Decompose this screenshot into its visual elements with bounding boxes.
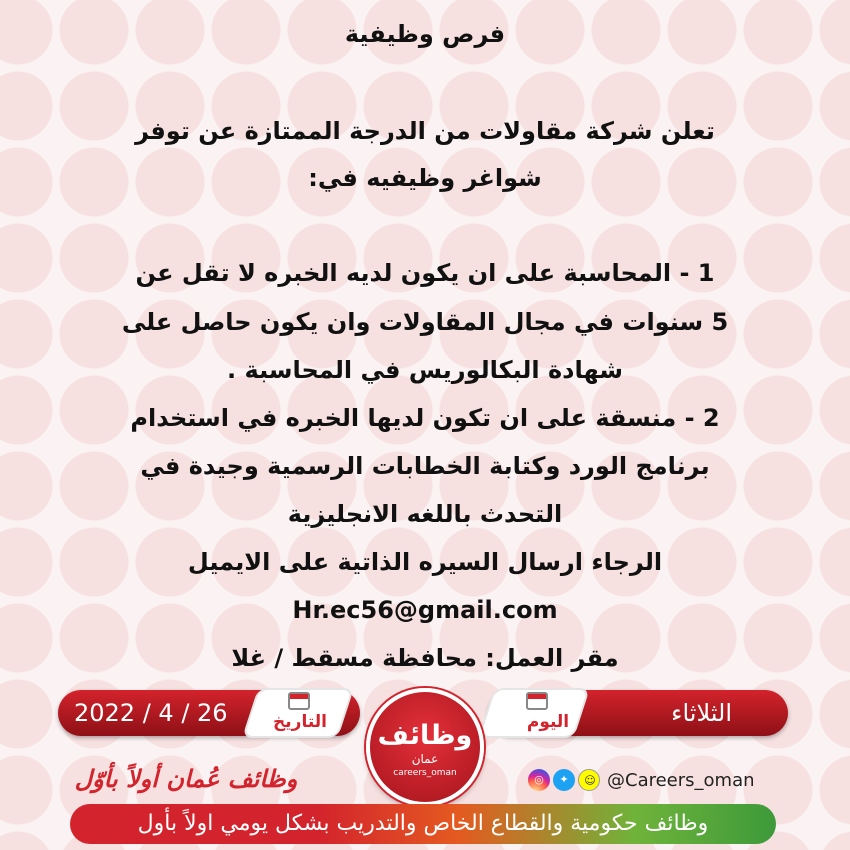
item1-line-2: 5 سنوات في مجال المقاولات وان يكون حاصل على [121,308,729,336]
intro-line-2: شواغر وظيفيه في: [308,164,542,192]
contact-email[interactable]: Hr.ec56@gmail.com [292,596,558,624]
twitter-icon[interactable]: ✦ [553,769,575,791]
social-links [528,767,755,793]
item1-line-3: شهادة البكالوريس في المحاسبة . [227,356,623,384]
snapchat-icon[interactable]: ☺ [578,769,600,791]
intro-line-1: تعلن شركة مقاولات من الدرجة الممتازة عن توفر [135,117,715,145]
item2-line-1: 2 - منسقة على ان تكون لديها الخبره في استخدام [130,404,720,432]
slogan: وظائف عُمان أولاً بأوّل [74,764,298,793]
instagram-icon[interactable]: ◎ [528,769,550,791]
date-value: 2022 / 4 / 26 [74,699,228,727]
logo-secondary-text: عمان [411,752,439,766]
tagline-bar [70,804,776,844]
tagline-text: وظائف حكومية والقطاع الخاص والتدريب بشكل يومي اولاً بأول [137,811,709,836]
item2-line-3: التحدث باللغه الانجليزية [287,500,563,528]
social-handle[interactable]: @Careers_oman [607,769,755,791]
apply-instructions: الرجاء ارسال السيره الذاتية على الايميل [187,548,663,576]
logo-handle-text: careers_oman [393,768,457,778]
day-label: اليوم [526,712,570,732]
calendar-icon [288,692,310,710]
day-value: الثلاثاء [671,699,732,727]
post-title: فرص وظيفية [344,20,506,48]
item2-line-2: برنامج الورد وكتابة الخطابات الرسمية وجيدة في [140,452,710,480]
careers-oman-logo [366,688,484,806]
logo-main-text: وظائف [377,720,473,751]
date-label: التاريخ [273,712,327,732]
calendar-icon [526,692,548,710]
work-location: مقر العمل: محافظة مسقط / غلا [231,644,619,672]
item1-line-1: 1 - المحاسبة على ان يكون لديه الخبره لا تقل عن [135,259,715,287]
